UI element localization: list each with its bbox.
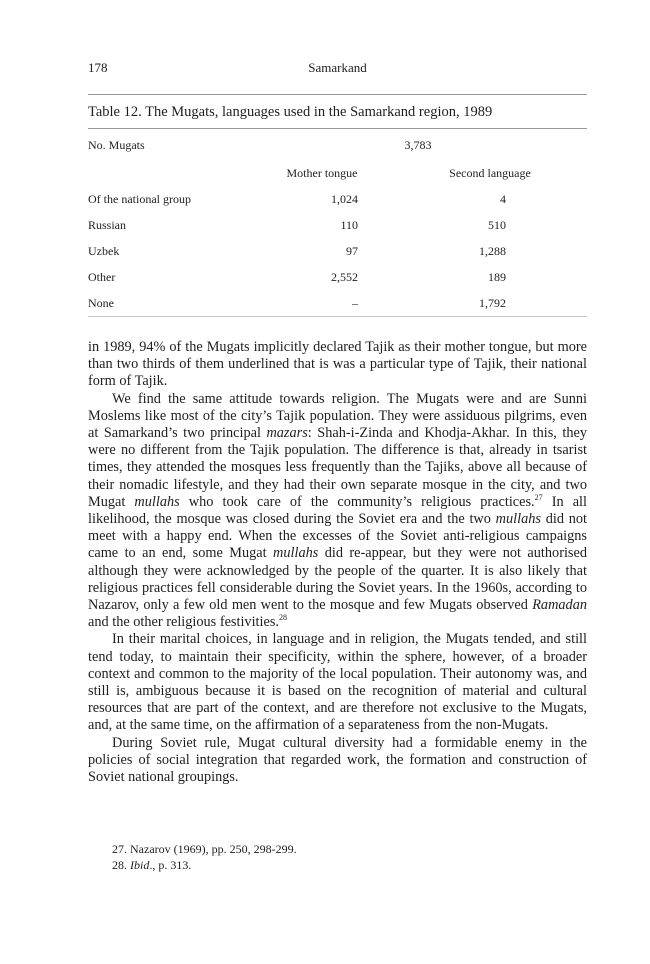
second-language-value: 1,288 — [479, 244, 506, 258]
row-label: Uzbek — [88, 244, 120, 258]
table-row — [88, 264, 587, 290]
body-text — [88, 339, 587, 786]
row-label: Russian — [88, 218, 127, 232]
italic-term: mazars — [266, 425, 308, 442]
second-language-value: 189 — [488, 270, 506, 284]
footnote-ref-28[interactable]: 28 — [278, 613, 287, 623]
table-row — [88, 186, 587, 212]
mother-tongue-value: 2,552 — [331, 270, 358, 284]
paragraph: In their marital choices, in language and in religion, the Mugats tended, and still tend today, to maintain their specificity, within the sphere, however, of a broader context and common to the majority of the local population. Their autonomy was, and still is, ambiguous because it is based on the recognition of material and cultural resources that are part of the context, and are therefore not exclusive to the Mugats, and, at the same time, on the affirmation of a separateness from the non-Mugats. — [88, 631, 587, 734]
mother-tongue-value: 110 — [340, 218, 358, 232]
footnote-number: 28. — [112, 858, 130, 872]
footnotes — [112, 841, 297, 873]
running-title: Samarkand — [308, 60, 367, 75]
row-label: None — [88, 296, 114, 310]
total-value: 3,783 — [404, 138, 432, 152]
text-run: In all likelihood, the mosque was closed during the Soviet era and the two — [88, 493, 588, 528]
text-run: did not meet with a happy end. When the excesses of the Soviet anti-religious campaigns came to an end, some Mugat — [88, 511, 588, 562]
text-run: ., p. 313. — [149, 858, 192, 872]
text-run: who took care of the community’s religious practices. — [179, 493, 535, 510]
footnote-28 — [112, 857, 297, 873]
data-table — [88, 94, 587, 317]
table-row-total — [88, 132, 587, 158]
row-label: Other — [88, 270, 116, 284]
running-header — [88, 60, 587, 78]
col-header-mother-tongue: Mother tongue — [286, 166, 358, 180]
table-row — [88, 238, 587, 264]
italic-term: Ramadan — [532, 597, 587, 614]
second-language-value: 4 — [500, 192, 506, 206]
mother-tongue-value: 1,024 — [331, 192, 358, 206]
table-bottom-rule — [88, 316, 587, 317]
paragraph — [88, 391, 587, 632]
footnote-27: 27. Nazarov (1969), pp. 250, 298-299. — [112, 842, 297, 856]
row-label: Of the national group — [88, 192, 191, 206]
page-number: 178 — [88, 60, 108, 75]
second-language-value: 510 — [488, 218, 506, 232]
italic-term: mullahs — [134, 493, 180, 510]
total-label: No. Mugats — [88, 138, 145, 152]
text-run: did re-appear, but they were not authorised although they were acknowledged by the people of the quarter. It is also likely that religious practices fell considerable during the Soviet years. In the 1960s, according to Nazarov, only a few old men went to the mosque and few Mugats observed — [88, 545, 587, 614]
paragraph: During Soviet rule, Mugat cultural diversity had a formidable enemy in the policies of social integration that regarded work, the formation and construction of Soviet national groupings. — [88, 734, 587, 786]
table-header-row — [88, 160, 587, 186]
paragraph: in 1989, 94% of the Mugats implicitly declared Tajik as their mother tongue, but more than two thirds of them underlined that is was a particular type of Tajik, their national form of Tajik. — [88, 339, 587, 390]
footnote-ref-27[interactable]: 27 — [534, 493, 543, 503]
italic-term: mullahs — [273, 545, 319, 562]
text-run: We find the same attitude towards religion. The Mugats were and are Sunni Moslems like most of the city’s Tajik population. They were assiduous pilgrims, even at Samarkand’s two principal — [88, 390, 587, 442]
mother-tongue-value: – — [352, 296, 358, 310]
text-run: : Shah-i-Zinda and Khodja-Akhar. In this, they were no different from the Tajik population. The difference is that, already in tsarist times, they attended the mosques less frequently than the Tajiks, above all because of their nomadic lifestyle, and they had their own separate mosque in the city, and two Mugat — [88, 425, 587, 510]
italic-term: mullahs — [495, 511, 541, 528]
caption-rule — [88, 128, 587, 129]
table-row — [88, 290, 587, 316]
table-caption: Table 12. The Mugats, languages used in the Samarkand region, 1989 — [88, 104, 493, 120]
col-header-second-language: Second language — [449, 166, 531, 180]
second-language-value: 1,792 — [479, 296, 506, 310]
mother-tongue-value: 97 — [346, 244, 358, 258]
text-run: and the other religious festivities. — [88, 614, 279, 631]
table-row — [88, 212, 587, 238]
italic-term: Ibid — [130, 858, 150, 872]
